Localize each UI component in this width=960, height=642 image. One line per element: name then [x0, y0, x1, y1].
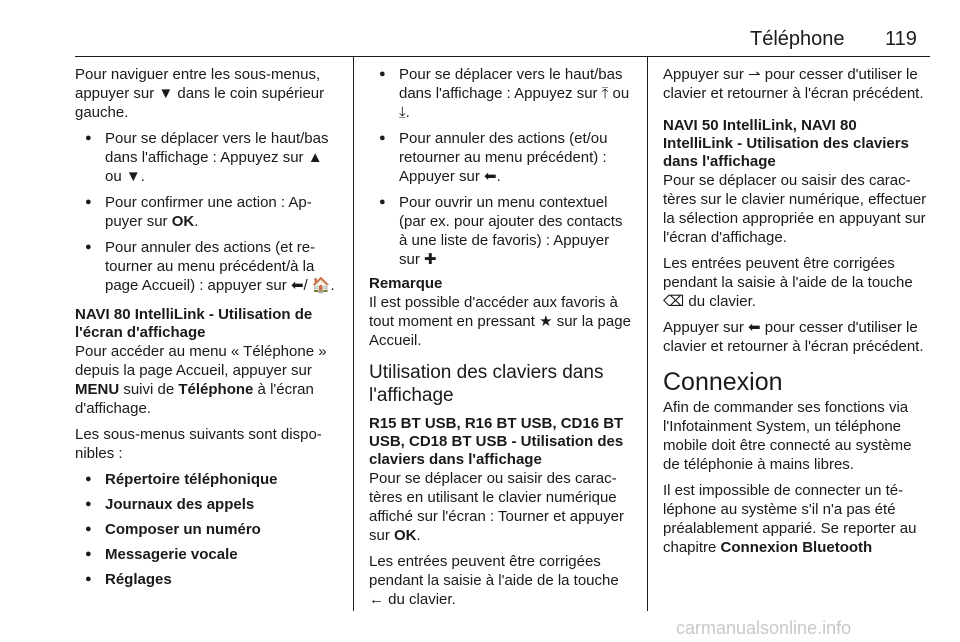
column-1: [75, 65, 343, 596]
bullet-text: Pour confirmer une action : Appuyer sur: [105, 194, 312, 230]
navi80-text-b: suivi de: [119, 381, 179, 398]
correction-paragraph: Les entrées peuvent être corrigées pendant la saisie à l'aide de la touche ← du clavier.: [369, 553, 619, 608]
submenu-item: ● Composer un numéro: [75, 520, 343, 539]
bullet-item: ● Pour se déplacer vers le haut/bas dans l'affichage : Appuyez sur ▲ ou ▼.: [75, 129, 343, 186]
ok-label: OK: [394, 527, 417, 544]
r15-text-a: Pour se déplacer ou saisir des caractères en utilisant le clavier numérique affiché sur l'écran : Tourner et appuyer sur: [369, 470, 624, 544]
bullet-item: ● Pour se déplacer vers le haut/bas dans l'affichage : Appuyez sur ⤒ ou ⤓.: [369, 65, 633, 122]
navi80-text-a: Pour accéder au menu « Téléphone » depuis la page Accueil, appuyer sur: [75, 343, 327, 379]
column-2: [369, 65, 633, 616]
bullet-item: ● Pour annuler des actions (et retourner au menu précédent/à la page Accueil) : appuyer sur ⬅/ 🏠.: [75, 238, 343, 295]
r15-paragraph: [369, 469, 633, 545]
telephone-label: Téléphone: [178, 381, 254, 398]
menu-label: MENU: [75, 381, 120, 398]
section-title-keyboards: Utilisation des claviers dans l'affichage: [369, 362, 604, 406]
page-header-title: Téléphone: [750, 28, 845, 50]
header-rule: [75, 56, 930, 57]
navi80-text-c: à l'écran d'affichage.: [75, 381, 314, 417]
navi-heading: NAVI 50 IntelliLink, NAVI 80 IntelliLink - Utilisation des claviers dans l'affichage: [663, 117, 909, 170]
bullet-item: ● Pour ouvrir un menu contextuel (par ex. pour ajouter des contacts à une liste de favoris) : Appuyer sur ✚: [369, 193, 633, 269]
display-bullet-list: [369, 65, 633, 269]
navi80-paragraph: [75, 342, 343, 418]
bullet-item: ● Pour annuler des actions (et/ou retourner au menu précédent) : Appuyer sur ⬅.: [369, 129, 633, 186]
nav-bullet-list: [75, 129, 343, 295]
submenu-item: ● Messagerie vocale: [75, 545, 343, 564]
bullet-suffix: .: [194, 213, 199, 230]
watermark: carmanualsonline.info: [676, 618, 852, 638]
section-title-connexion: Connexion: [663, 368, 783, 396]
submenu-item: ● Répertoire téléphonique: [75, 470, 343, 489]
submenu-list: [75, 470, 343, 589]
navi80-heading: NAVI 80 IntelliLink - Utilisation de l'écran d'affichage: [75, 306, 313, 341]
remark-text: Il est possible d'accéder aux favoris à tout moment en pressant ★ sur la page Accueil.: [369, 294, 631, 349]
navi-paragraph-1: Pour se déplacer ou saisir des caractères sur le clavier numérique, effectuer la sélection appropriée en appuyant sur l'écran d'affichage.: [663, 172, 927, 246]
submenu-item: ● Réglages: [75, 570, 343, 589]
navi-paragraph-2: Les entrées peuvent être corrigées pendant la saisie à l'aide de la touche ⌫ du clavier.: [663, 255, 913, 310]
submenu-item: ● Journaux des appels: [75, 495, 343, 514]
return-paragraph: Appuyer sur ⇀ pour cesser d'utiliser le clavier et retourner à l'écran précédent.: [663, 66, 924, 102]
intro-paragraph: Pour naviguer entre les sous-menus, appuyer sur ▼ dans le coin supérieur gauche.: [75, 66, 325, 121]
r15-heading: R15 BT USB, R16 BT USB, CD16 BT USB, CD18 BT USB - Utilisation des claviers dans l'affichage: [369, 415, 624, 468]
r15-text-b: .: [416, 527, 421, 544]
bluetooth-link-text: Connexion Bluetooth: [720, 539, 873, 556]
connexion-paragraph-2: [663, 481, 927, 557]
column-divider-1: [353, 56, 354, 611]
navi-paragraph-3: Appuyer sur ⬅ pour cesser d'utiliser le clavier et retourner à l'écran précédent.: [663, 319, 924, 355]
column-3: [663, 65, 927, 564]
connexion-text-a: Il est impossible de connecter un téléphone au système s'il n'a pas été préalablement apparié. Se reporter au chapitre: [663, 482, 917, 556]
column-divider-2: [647, 56, 648, 611]
connexion-paragraph-1: Afin de commander ses fonctions via l'Infotainment System, un téléphone mobile doit être connecté au système de téléphonie à mains libres.: [663, 399, 912, 473]
ok-label: OK: [171, 213, 195, 230]
submenus-intro: Les sous-menus suivants sont disponibles :: [75, 426, 322, 462]
remark-label: Remarque: [369, 275, 443, 292]
bullet-item: [75, 193, 343, 231]
page-number: 119: [885, 28, 917, 50]
